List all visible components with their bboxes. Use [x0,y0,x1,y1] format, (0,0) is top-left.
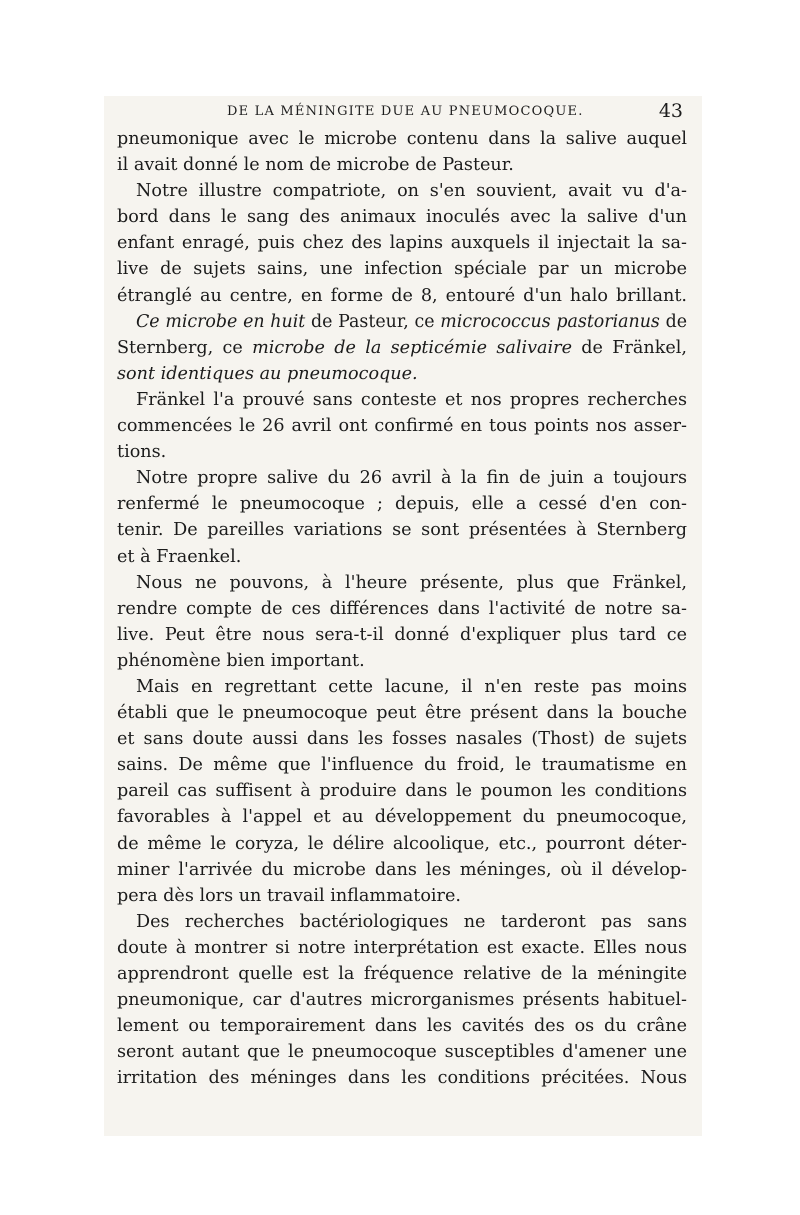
text-line: pera dès lors un travail inflammatoire. [117,885,461,906]
text-line: pneumonique avec le microbe contenu dans la salive auquel [117,129,687,149]
text-line: phénomène bien important. [117,650,365,671]
text-line: doute à montrer si notre interprétation est exacte. Elles nous [117,937,687,958]
text-line: favorables à l'appel et au développement du pneumocoque, [117,807,687,828]
text-run: de Pasteur, ce [305,311,441,332]
text-line: Notre illustre compatriote, on s'en souvient, avait vu d'a- [136,181,687,202]
text-line: de même le coryza, le délire alcoolique, etc., pourront déter- [117,833,687,854]
text-line: enfant enragé, puis chez des lapins auxquels il injectait la sa- [117,233,687,254]
text-line: Fränkel l'a prouvé sans conteste et nos propres recherches [136,389,687,410]
text-line: lement ou temporairement dans les cavités des os du crâne [117,1016,687,1037]
text-run: Sternberg, ce [117,337,253,358]
body-text [117,126,687,1091]
text-line: tenir. De pareilles variations se sont présentées à Sternberg [117,520,687,541]
text-line: Nous ne pouvons, à l'heure présente, plus que Fränkel, [136,572,687,593]
text-line [117,309,687,335]
text-line: irritation des méninges dans les conditions précitées. Nous [117,1068,687,1089]
text-line: étranglé au centre, en forme de 8, entouré d'un halo brillant. [117,285,687,306]
text-line: apprendront quelle est la fréquence relative de la méningite [117,964,687,984]
text-line: live de sujets sains, une infection spéciale par un microbe [117,259,687,280]
text-run: de Fränkel, [571,337,687,358]
text-line: sains. De même que l'influence du froid, le traumatisme en [117,755,687,776]
italic-phrase: Ce microbe en huit [136,311,306,332]
text-line [117,335,687,361]
text-line: miner l'arrivée du microbe dans les méninges, où il dévelop- [117,859,687,880]
italic-phrase: microbe de la septicémie salivaire [252,337,572,358]
page-number: 43 [658,100,683,122]
text-line: tions. [117,442,167,463]
running-head: DE LA MÉNINGITE DUE AU PNEUMOCOQUE. [227,104,584,119]
text-line: pneumonique, car d'autres microrganismes présents habituel- [117,990,687,1011]
text-line: Mais en regrettant cette lacune, il n'en reste pas moins [136,676,687,697]
text-line: et à Fraenkel. [117,546,242,567]
text-line: seront autant que le pneumocoque susceptibles d'amener une [117,1042,687,1063]
text-line: bord dans le sang des animaux inoculés avec la salive d'un [117,207,687,228]
text-line: Des recherches bactériologiques ne tarderont pas sans [136,911,687,932]
text-run: de [659,311,687,332]
text-line: sont identiques au pneumocoque. [117,363,418,384]
text-line: commencées le 26 avril ont confirmé en tous points nos asser- [117,416,687,437]
page-header [117,100,685,124]
text-line: et sans doute aussi dans les fosses nasales (Thost) de sujets [117,729,687,750]
text-line: renfermé le pneumocoque ; depuis, elle a cessé d'en con- [117,494,687,515]
italic-phrase: micrococcus pastorianus [440,311,660,332]
text-line: live. Peut être nous sera-t-il donné d'expliquer plus tard ce [117,624,687,645]
text-line: pareil cas suffisent à produire dans le poumon les conditions [117,781,687,802]
text-line: Notre propre salive du 26 avril à la fin de juin a toujours [136,468,687,489]
text-line: rendre compte de ces différences dans l'activité de notre sa- [117,598,687,619]
text-line: il avait donné le nom de microbe de Pasteur. [117,155,514,176]
text-line: établi que le pneumocoque peut être présent dans la bouche [117,703,687,724]
